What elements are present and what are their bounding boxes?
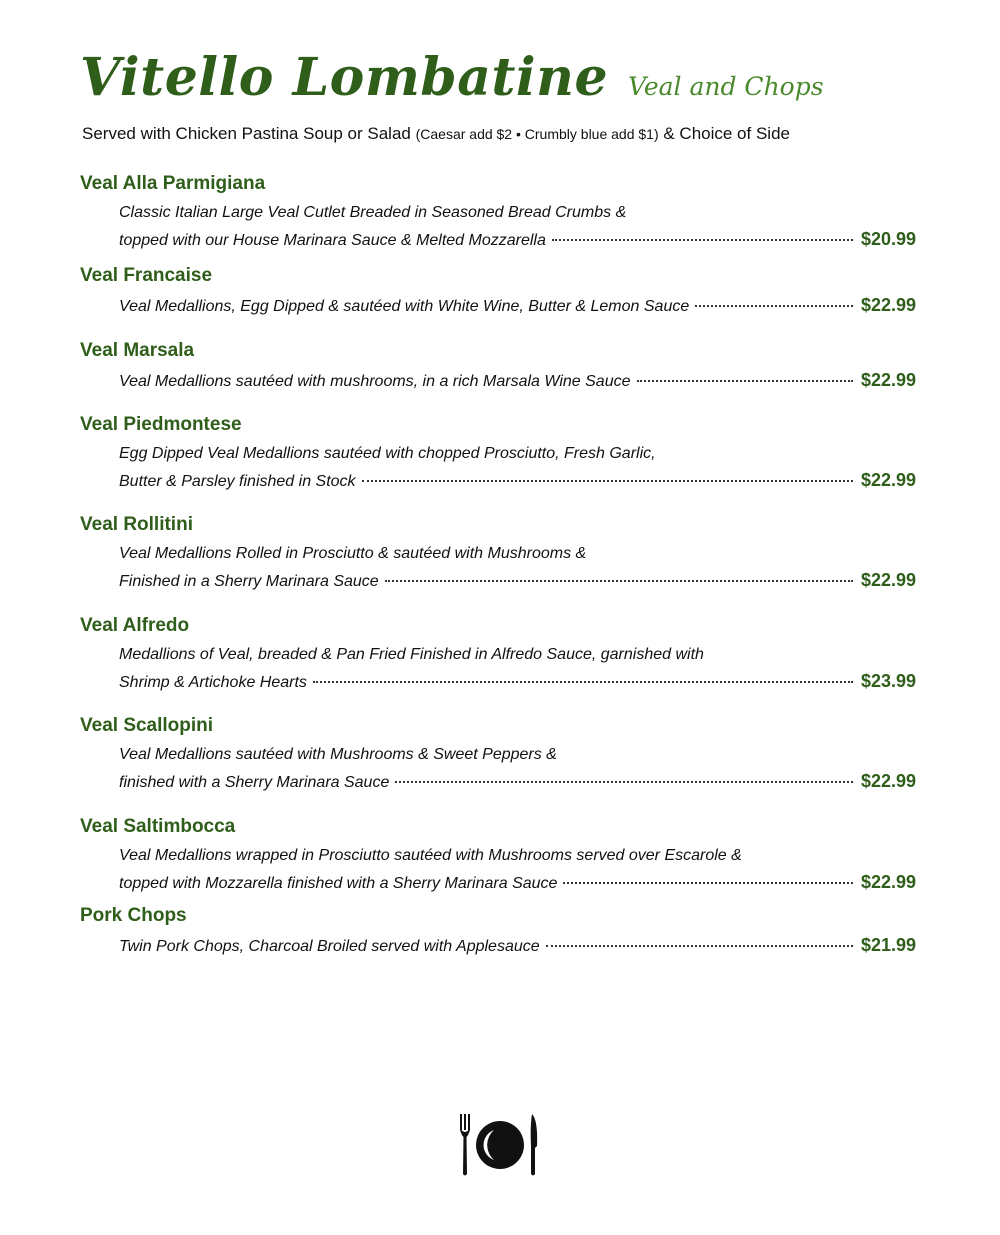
menu-item-name: Veal Alla Parmigiana (80, 173, 266, 194)
menu-item (80, 264, 916, 320)
menu-item-price: $22.99 (860, 771, 916, 791)
menu-item-price: $22.99 (860, 370, 916, 390)
menu-item-description (80, 200, 916, 254)
menu-item (80, 513, 916, 595)
menu-item-price: $22.99 (860, 295, 916, 315)
menu-item-name: Veal Francaise (80, 265, 213, 286)
menu-item-description (80, 843, 916, 897)
menu-item-price: $20.99 (860, 229, 916, 249)
description-line: Veal Medallions sautéed with Mushrooms & Sweet Peppers & (119, 746, 557, 763)
description-line: Finished in a Sherry Marinara Sauce (119, 573, 379, 590)
menu-item-description (80, 932, 916, 960)
menu-item-name: Veal Saltimbocca (80, 816, 236, 837)
description-price-line (119, 668, 916, 696)
dot-leader (563, 882, 853, 884)
fork-icon (460, 1114, 470, 1176)
menu-item-description (80, 441, 916, 495)
knife-icon (531, 1114, 537, 1176)
description-line: Egg Dipped Veal Medallions sautéed with chopped Prosciutto, Fresh Garlic, (119, 445, 656, 462)
description-line: Medallions of Veal, breaded & Pan Fried Finished in Alfredo Sauce, garnished with (119, 646, 704, 663)
description-line: Classic Italian Large Veal Cutlet Breaded in Seasoned Bread Crumbs & (119, 204, 627, 221)
dot-leader (637, 380, 853, 382)
description-price-line (119, 226, 916, 254)
description-line: topped with Mozzarella finished with a Sherry Marinara Sauce (119, 875, 558, 892)
menu-item-name: Veal Alfredo (80, 615, 190, 636)
dot-leader (695, 305, 853, 307)
dot-leader (552, 239, 853, 241)
menu-item-price: $22.99 (860, 470, 916, 490)
description-price-line (119, 932, 916, 960)
description-price-line (119, 292, 916, 320)
menu-item-name: Veal Scallopini (80, 715, 214, 736)
description-price-line (119, 467, 916, 495)
description-line: Veal Medallions wrapped in Prosciutto sautéed with Mushrooms served over Escarole & (119, 847, 742, 864)
menu-item-name: Veal Marsala (80, 340, 195, 361)
menu-item-description (80, 742, 916, 796)
description-line: topped with our House Marinara Sauce & Melted Mozzarella (119, 232, 546, 249)
dot-leader (546, 945, 853, 947)
menu-item-description (80, 541, 916, 595)
menu-item (80, 614, 916, 696)
served-note-main: Served with Chicken Pastina Soup or Salad (82, 124, 411, 143)
description-line: Veal Medallions, Egg Dipped & sautéed with White Wine, Butter & Lemon Sauce (119, 298, 690, 315)
page-subtitle: Veal and Chops (628, 72, 824, 101)
menu-item (80, 714, 916, 796)
served-with-note (82, 124, 790, 144)
menu-item (80, 413, 916, 495)
plate-icon (476, 1121, 524, 1169)
menu-item-description (80, 367, 916, 395)
served-note-side: & Choice of Side (663, 124, 790, 143)
menu-item-name: Veal Piedmontese (80, 414, 242, 435)
menu-item-price: $21.99 (860, 935, 916, 955)
served-note-addons: (Caesar add $2 • Crumbly blue add $1) (415, 126, 659, 142)
plate-fork-knife-icon (458, 1112, 542, 1178)
dot-leader (395, 781, 853, 783)
description-line: Shrimp & Artichoke Hearts (119, 674, 307, 691)
menu-item-description (80, 642, 916, 696)
description-price-line (119, 567, 916, 595)
description-line: Twin Pork Chops, Charcoal Broiled served with Applesauce (119, 938, 540, 955)
menu-item-description (80, 292, 916, 320)
description-line: finished with a Sherry Marinara Sauce (119, 774, 390, 791)
menu-item-price: $22.99 (860, 570, 916, 590)
dot-leader (313, 681, 853, 683)
menu-item (80, 815, 916, 897)
description-price-line (119, 768, 916, 796)
menu-item-name: Veal Rollitini (80, 514, 193, 535)
description-line: Veal Medallions Rolled in Prosciutto & sautéed with Mushrooms & (119, 545, 587, 562)
description-line: Veal Medallions sautéed with mushrooms, in a rich Marsala Wine Sauce (119, 373, 631, 390)
menu-item (80, 904, 916, 960)
dot-leader (385, 580, 853, 582)
menu-item (80, 172, 916, 254)
page-title: Vitello Lombatine (80, 47, 609, 108)
description-price-line (119, 869, 916, 897)
dot-leader (362, 480, 853, 482)
menu-item-price: $23.99 (860, 671, 916, 691)
menu-item (80, 339, 916, 395)
description-line: Butter & Parsley finished in Stock (119, 473, 356, 490)
menu-header (80, 47, 824, 108)
description-price-line (119, 367, 916, 395)
menu-item-price: $22.99 (860, 872, 916, 892)
menu-item-name: Pork Chops (80, 905, 187, 926)
